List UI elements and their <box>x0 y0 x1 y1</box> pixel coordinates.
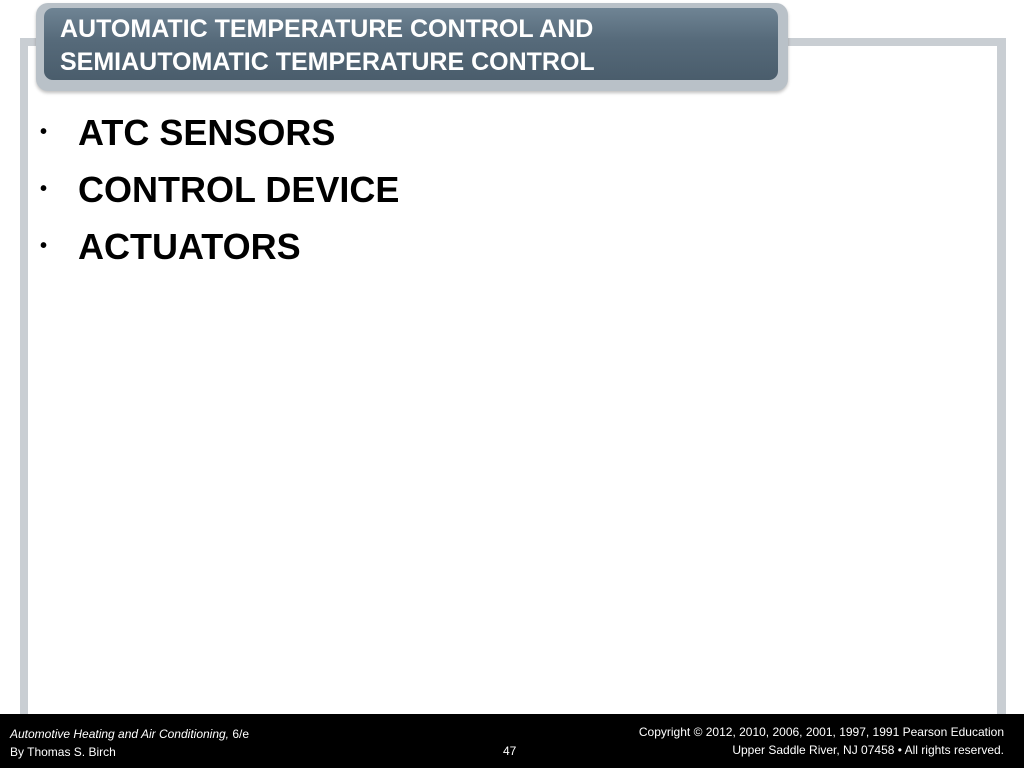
bullet-text-atc-sensors: ATC SENSORS <box>78 111 336 153</box>
slide-title-line-1: AUTOMATIC TEMPERATURE CONTROL AND <box>60 15 594 43</box>
footer-page-number: 47 <box>503 744 517 758</box>
frame-left-line <box>20 38 28 714</box>
bullet-item <box>40 161 399 218</box>
footer-author: By Thomas S. Birch <box>10 745 116 759</box>
footer-copyright-block <box>639 723 1004 759</box>
bullet-icon: • <box>40 178 48 200</box>
bullet-item <box>40 104 399 161</box>
footer-book-title: Automotive Heating and Air Conditioning, <box>10 727 230 741</box>
bullet-list <box>40 104 399 275</box>
slide-title-line-2: SEMIAUTOMATIC TEMPERATURE CONTROL <box>60 48 595 76</box>
bullet-item <box>40 218 399 275</box>
bullet-text-control-device: CONTROL DEVICE <box>78 168 400 210</box>
frame-right-line <box>997 38 1006 714</box>
footer-address: Upper Saddle River, NJ 07458 • All rights reserved. <box>732 743 1004 757</box>
footer <box>0 714 1024 768</box>
footer-edition: 6/e <box>229 727 250 741</box>
bullet-icon: • <box>40 235 48 257</box>
slide-title <box>60 13 775 79</box>
bullet-icon: • <box>40 121 48 143</box>
footer-book-info <box>10 725 249 761</box>
footer-copyright: Copyright © 2012, 2010, 2006, 2001, 1997, 1991 Pearson Education <box>638 725 1004 739</box>
bullet-text-actuators: ACTUATORS <box>78 225 301 267</box>
